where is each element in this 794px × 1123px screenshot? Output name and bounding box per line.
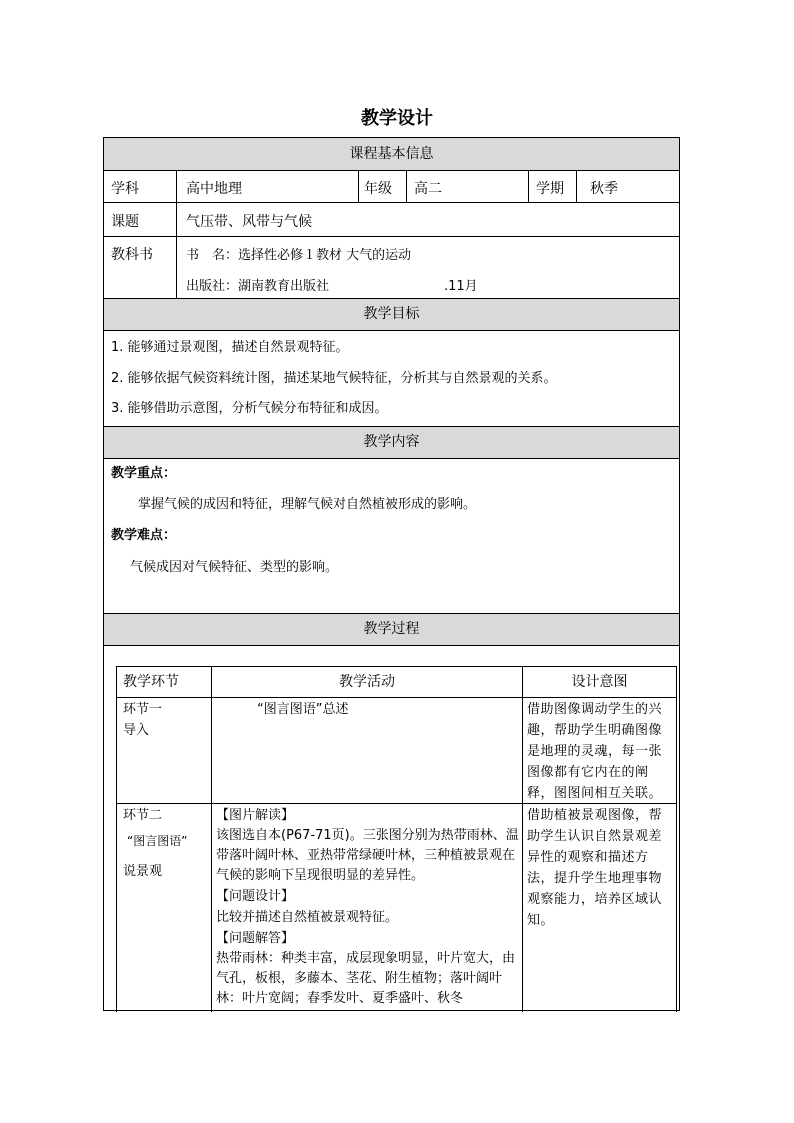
textbook-label: 教科书 <box>111 247 153 263</box>
section-header-basic-info: 课程基本信息 <box>104 138 679 171</box>
row-divider <box>104 236 679 237</box>
section-header-content: 教学内容 <box>104 426 679 459</box>
goal-item: 2. 能够依据气候资料统计图，描述某地气候特征，分析其与自然景观的关系。 <box>111 371 557 386</box>
activity-2-heading-question: 【问题设计】 <box>216 889 295 904</box>
grade-value: 高二 <box>414 181 442 197</box>
topic-value: 气压带、风带与气候 <box>186 214 312 230</box>
term-label: 学期 <box>536 181 564 197</box>
stage-1-line2: 导入 <box>123 723 150 738</box>
header-activity: 教学活动 <box>339 674 395 690</box>
activity-2-question-text: 比较并描述自然植被景观特征。 <box>216 910 399 925</box>
stage-2-line2: “图言图语” <box>127 834 188 848</box>
key-point-text: 掌握气候的成因和特征，理解气候对自然植被形成的影响。 <box>138 497 477 512</box>
activity-2-heading-answer: 【问题解答】 <box>216 931 295 946</box>
subject-value: 高中地理 <box>186 181 242 197</box>
section-header-process: 教学过程 <box>104 613 679 646</box>
col-divider <box>406 170 407 203</box>
stage-2-line1: 环节二 <box>123 808 163 823</box>
goal-item: 1. 能够通过景观图，描述自然景观特征。 <box>111 340 349 355</box>
activity-1: “图言图语”总述 <box>257 702 349 717</box>
page-title: 教学设计 <box>361 108 433 129</box>
grade-label: 年级 <box>364 181 392 197</box>
difficulty-label: 教学难点： <box>111 528 177 543</box>
process-table <box>116 666 677 1012</box>
publish-date: .11月 <box>444 279 478 294</box>
col-divider <box>522 667 523 1012</box>
intent-1: 借助图像调动学生的兴趣，帮助学生明确图像是地理的灵魂，每一张图像都有它内在的阐释，图图间相互关联。 <box>527 702 663 801</box>
col-divider <box>176 170 177 298</box>
col-divider <box>211 667 212 1012</box>
goal-item: 3. 能够借助示意图，分析气候分布特征和成因。 <box>111 401 388 416</box>
key-point-label: 教学重点： <box>111 466 177 481</box>
activity-2 <box>216 805 520 1009</box>
col-divider <box>528 170 529 203</box>
lesson-plan-table <box>103 137 680 1011</box>
subject-label: 学科 <box>111 181 139 197</box>
col-divider <box>576 170 577 203</box>
stage-2-line3: 说景观 <box>123 864 163 879</box>
stage-1-line1: 环节一 <box>123 702 163 717</box>
term-value: 秋季 <box>590 181 618 197</box>
difficulty-text: 气候成因对气候特征、类型的影响。 <box>130 560 339 575</box>
book-name: 书 名：选择性必修１教材 大气的运动 <box>186 248 412 263</box>
activity-2-interpret-text: 该图选自本(P67-71页)。三张图分别为热带雨林、温带落叶阔叶林、亚热带常绿硬叶林，三种植被景观在气候的影响下呈现很明显的差异性。 <box>216 828 519 883</box>
publisher: 出版社：湖南教育出版社 <box>186 279 330 294</box>
activity-2-answer-text: 热带雨林：种类丰富，成层现象明显，叶片宽大，由气孔，板根，多藤本、茎花、附生植物；落叶阔叶林：叶片宽阔；春季发叶、夏季盛叶、秋冬 <box>216 951 516 1006</box>
col-divider <box>358 170 359 203</box>
row-divider <box>117 697 676 698</box>
intent-2: 借助植被景观图像，帮助学生认识自然景观差异性的观察和描述方法，提升学生地理事物观察能力，培养区域认知。 <box>527 808 663 928</box>
row-divider <box>104 202 679 203</box>
activity-2-heading-interpret: 【图片解读】 <box>216 808 295 823</box>
section-header-goals: 教学目标 <box>104 298 679 331</box>
topic-label: 课题 <box>111 214 139 230</box>
header-intent: 设计意图 <box>571 674 628 690</box>
header-stage: 教学环节 <box>123 674 179 690</box>
